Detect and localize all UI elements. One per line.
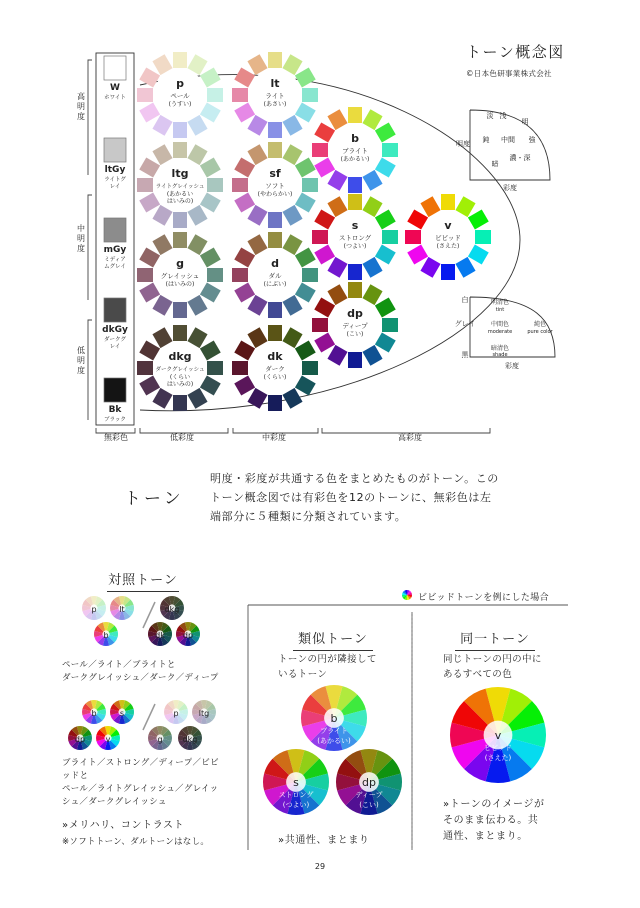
contrast-divider — [143, 704, 155, 730]
tone-code: p — [176, 77, 184, 90]
pie-code: dp — [182, 631, 194, 640]
inset-axis-h: 彩度 — [503, 184, 517, 192]
tone-reading: (やわらかい) — [257, 191, 293, 198]
inset-axis-h: 彩度 — [505, 362, 519, 370]
inset-label: 明 — [521, 118, 529, 126]
achromatic-name: ムグレイ — [104, 264, 126, 270]
caption-line: ペール／ライト／ブライトと — [62, 660, 176, 670]
achromatic-swatch — [104, 56, 126, 80]
inset-label: 暗 — [491, 160, 499, 168]
tone-wheel-s — [312, 194, 398, 280]
color-swatch — [405, 230, 421, 244]
color-swatch — [312, 318, 328, 332]
achromatic-name: ホワイト — [104, 95, 126, 101]
achromatic-code: dkGy — [102, 325, 128, 335]
color-swatch — [268, 395, 282, 411]
color-swatch — [232, 88, 248, 102]
pie-code: lt — [119, 605, 125, 614]
color-swatch — [268, 302, 282, 318]
tone-description-line: 端部分に５種類に分類されています。 — [210, 510, 407, 523]
color-swatch — [232, 178, 248, 192]
tone-name: ライトグレイッシュ — [155, 184, 205, 190]
color-swatch — [173, 52, 187, 68]
tone-name: ブライト — [342, 147, 368, 155]
axis-mid-chroma: 中彩度 — [262, 433, 286, 442]
pie-code: b — [330, 712, 338, 725]
axis-high-lightness: 高明度 — [77, 92, 85, 121]
tone-name: ダークグレイッシュ — [155, 367, 205, 373]
achromatic-swatch — [104, 218, 126, 242]
mini-dp2 — [68, 726, 92, 750]
contrast-note: ※ソフトトーン、ダルトーンはなし。 — [62, 837, 210, 847]
tone-reading: (さえた) — [436, 243, 460, 250]
achromatic-swatch — [104, 138, 126, 162]
pie-label: ビビッド — [484, 744, 512, 752]
achromatic-code: W — [110, 83, 120, 93]
same-v — [450, 687, 546, 783]
color-swatch — [312, 230, 328, 244]
inset-tint-en: tint — [495, 307, 505, 313]
same-body — [443, 652, 542, 682]
tone-code: d — [271, 257, 279, 270]
similar-b — [301, 685, 367, 751]
tone-wheel-ltg — [137, 142, 223, 228]
tone-heading: トーン — [124, 489, 184, 509]
inset-shape — [470, 110, 550, 180]
color-swatch — [137, 268, 153, 282]
color-swatch — [348, 264, 362, 280]
color-swatch — [137, 88, 153, 102]
pie-code: dp — [362, 776, 376, 789]
similar-s — [263, 749, 329, 815]
color-swatch — [312, 143, 328, 157]
tone-wheel-lt — [232, 52, 318, 138]
tone-wheel-dkg — [137, 325, 223, 411]
tone-code: dk — [267, 350, 283, 363]
inset-label: 濃・深 — [509, 154, 531, 162]
tone-name: ビビッド — [435, 234, 461, 242]
tone-name: ディープ — [342, 322, 368, 330]
mini-ltg2 — [192, 700, 216, 724]
achromatic-name: ミディア — [104, 257, 126, 263]
tone-code: lt — [270, 77, 280, 90]
contrast-caption-1 — [62, 659, 219, 685]
inset-label: 浅 — [499, 112, 507, 120]
mini-b2 — [82, 700, 106, 724]
color-swatch — [173, 395, 187, 411]
tone-reading: (にぶい) — [263, 281, 287, 288]
tone-reading: (うすい) — [168, 101, 192, 108]
pie-label: ディープ — [355, 791, 383, 799]
color-swatch — [268, 52, 282, 68]
tone-name: ソフト — [265, 182, 285, 190]
tone-reading: (あさい) — [263, 101, 287, 108]
caption-line: ダークグレイッシュ／ダーク／ディープ — [62, 673, 219, 683]
axis-low-lightness: 低明度 — [77, 346, 85, 375]
tone-wheel-d — [232, 232, 318, 318]
color-swatch — [137, 178, 153, 192]
mini-dkg2 — [178, 726, 202, 750]
color-swatch — [173, 122, 187, 138]
axis-low-chroma: 低彩度 — [170, 433, 194, 442]
tone-code: b — [351, 132, 359, 145]
color-swatch — [268, 212, 282, 228]
tone-description-line: 明度・彩度が共通する色をまとめたものがトーン。この — [210, 472, 499, 485]
pie-label: (つよい) — [282, 801, 310, 809]
color-swatch — [207, 178, 223, 192]
axis-achromatic: 無彩色 — [104, 433, 128, 442]
achromatic-name: レイ — [109, 344, 121, 350]
color-swatch — [173, 142, 187, 158]
pie-code: s — [293, 776, 299, 789]
similar-body — [278, 652, 377, 682]
inset-label: 淡 — [486, 112, 494, 120]
achromatic-code: mGy — [103, 245, 127, 255]
mini-v2 — [96, 726, 120, 750]
caption-line: ペール／ライトグレイッシュ／グレイッ — [62, 784, 219, 794]
mini-p — [82, 596, 106, 620]
pie-code: dkg — [164, 605, 180, 614]
mini-dp — [176, 622, 200, 646]
contrast-heading: 対照トーン — [107, 569, 179, 592]
color-swatch — [232, 268, 248, 282]
color-swatch — [382, 143, 398, 157]
color-swatch — [173, 232, 187, 248]
color-swatch — [348, 177, 362, 193]
mini-lt — [110, 596, 134, 620]
color-swatch — [302, 88, 318, 102]
achromatic-swatch — [104, 298, 126, 322]
tone-reading: (あかるい) — [340, 156, 370, 163]
tone-reading: (あかるい — [166, 191, 194, 198]
pie-label: (さえた) — [484, 754, 512, 762]
color-swatch — [302, 268, 318, 282]
color-swatch — [268, 142, 282, 158]
tone-reading: (くらい) — [263, 374, 287, 381]
contrast-merit: »メリハリ、コントラスト — [62, 820, 185, 831]
mini-dkg — [160, 596, 184, 620]
achromatic-dkGy — [102, 298, 128, 350]
example-note: ビビッドトーンを例にした場合 — [418, 593, 550, 603]
color-swatch — [475, 230, 491, 244]
inset-axis-v: 明度 — [456, 140, 470, 148]
same-result-line: »トーンのイメージが — [443, 799, 545, 810]
color-wheel-icon — [402, 590, 412, 600]
inset-shade-en: shade — [492, 352, 508, 358]
tone-description — [210, 469, 499, 526]
achromatic-mGy — [104, 218, 127, 270]
diagram-title: トーン概念図 — [466, 43, 565, 61]
same-result-line: 通性、まとまり。 — [443, 831, 528, 842]
pie-code: ltg — [198, 709, 210, 718]
contrast-divider — [143, 602, 155, 628]
caption-line: シュ／ダークグレイッシュ — [62, 797, 167, 807]
tone-reading: (つよい) — [343, 243, 367, 250]
achromatic-Bk — [104, 378, 126, 423]
achromatic-code: ltGy — [104, 165, 126, 175]
axis-mid-lightness: 中明度 — [77, 224, 85, 253]
same-body-line: 同じトーンの円の中に — [443, 654, 542, 665]
color-swatch — [441, 194, 455, 210]
tone-name: ペール — [170, 92, 190, 100]
similar-dp — [336, 749, 402, 815]
mini-dk — [148, 622, 172, 646]
tone-name: ライト — [265, 92, 285, 100]
mini-s2 — [110, 700, 134, 724]
inset-label: 強 — [528, 136, 536, 144]
pie-code: v — [105, 735, 111, 744]
tone-name: グレイッシュ — [160, 272, 200, 280]
tone-wheel-dk — [232, 325, 318, 411]
inset-gray: グレイ — [454, 320, 476, 328]
tone-wheel-g — [137, 232, 223, 318]
inset-shade: 暗清色 — [490, 345, 510, 352]
inset-pure: 純色 — [533, 321, 547, 328]
tone-reading: はいみの) — [166, 198, 194, 205]
inset-pure-en: pure color — [527, 329, 553, 335]
color-swatch — [348, 352, 362, 368]
color-swatch — [137, 361, 153, 375]
pie-code: s — [119, 709, 125, 718]
caption-line: ッドと — [62, 771, 89, 781]
same-result-line: そのまま伝わる。共 — [443, 815, 539, 826]
color-swatch — [207, 268, 223, 282]
similar-heading: 類似トーン — [293, 628, 373, 651]
achromatic-swatch — [104, 378, 126, 402]
color-swatch — [382, 230, 398, 244]
color-swatch — [173, 325, 187, 341]
same-result — [443, 797, 545, 845]
tone-reading: (はいみの) — [165, 281, 195, 288]
tone-code: ltg — [171, 167, 189, 180]
pie-code: g — [157, 735, 163, 744]
contrast-caption-2 — [62, 757, 219, 809]
achromatic-W — [104, 56, 126, 101]
color-swatch — [232, 361, 248, 375]
pie-code: b — [103, 631, 109, 640]
achromatic-name: ダークグ — [103, 337, 127, 343]
chroma-bracket — [96, 428, 490, 433]
pie-code: b — [91, 709, 97, 718]
achromatic-code: Bk — [108, 405, 122, 415]
tone-wheel-p — [137, 52, 223, 138]
pie-code: p — [91, 605, 97, 614]
tone-reading: はいみの) — [166, 381, 194, 388]
tone-code: dp — [347, 307, 363, 320]
tone-description-line: トーン概念図では有彩色を12のトーンに、無彩色は左 — [210, 491, 492, 504]
inset-tone-direction — [456, 110, 550, 192]
tone-wheel-sf — [232, 142, 318, 228]
tone-wheel-v — [405, 194, 491, 280]
tone-wheel-b — [312, 107, 398, 193]
similar-body-line: いるトーン — [278, 669, 328, 680]
pie-code: dp — [74, 735, 86, 744]
color-swatch — [302, 361, 318, 375]
similar-result: »共通性、まとまり — [278, 835, 370, 846]
same-body-line: あるすべての色 — [443, 669, 513, 680]
tone-name: ストロング — [338, 234, 372, 242]
mini-p2 — [164, 700, 188, 724]
color-swatch — [348, 107, 362, 123]
color-swatch — [207, 361, 223, 375]
tone-reading: (くらい — [169, 374, 191, 381]
copyright: ©日本色研事業株式会社 — [466, 69, 552, 78]
inset-moderate: 中間色 — [490, 321, 510, 328]
pie-code: v — [494, 729, 502, 742]
achromatic-ltGy — [104, 138, 126, 190]
tone-name: ダル — [268, 272, 282, 280]
color-swatch — [302, 178, 318, 192]
inset-tint: 明清色 — [490, 299, 510, 306]
same-heading: 同一トーン — [455, 628, 535, 651]
color-swatch — [441, 264, 455, 280]
inset-white: 白 — [461, 296, 469, 304]
inset-label: 鈍 — [482, 136, 490, 144]
color-swatch — [348, 194, 362, 210]
tone-code: sf — [269, 167, 281, 180]
color-swatch — [268, 325, 282, 341]
color-swatch — [173, 302, 187, 318]
pie-code: p — [173, 709, 179, 718]
tone-wheel-dp — [312, 282, 398, 368]
axis-high-chroma: 高彩度 — [398, 433, 422, 442]
inset-black: 黒 — [461, 351, 469, 359]
color-swatch — [382, 318, 398, 332]
color-swatch — [268, 122, 282, 138]
color-swatch — [348, 282, 362, 298]
achromatic-name: ライトグ — [104, 177, 126, 183]
inset-moderate-en: moderate — [487, 329, 513, 335]
page-number: 29 — [314, 862, 326, 871]
tone-code: g — [176, 257, 184, 270]
tone-reading: (こい) — [346, 331, 364, 338]
pie-label: (こい) — [359, 801, 379, 809]
color-swatch — [207, 88, 223, 102]
color-swatch — [173, 212, 187, 228]
similar-body-line: トーンの円が隣接して — [278, 654, 377, 665]
tone-name: ダーク — [265, 365, 285, 373]
caption-line: ブライト／ストロング／ディープ／ビビ — [62, 758, 219, 768]
achromatic-name: ブラック — [104, 417, 126, 423]
tone-code: dkg — [168, 350, 192, 363]
tone-code: s — [351, 219, 359, 232]
color-swatch — [268, 232, 282, 248]
lightness-bracket — [88, 60, 92, 420]
mini-g2 — [148, 726, 172, 750]
pie-label: ストロング — [278, 791, 314, 799]
mini-b — [94, 622, 118, 646]
inset-label: 中間 — [501, 136, 515, 144]
pie-label: ブライト — [320, 727, 348, 735]
pie-label: (あかるい) — [317, 737, 351, 745]
tone-code: v — [444, 219, 452, 232]
pie-code: dk — [155, 631, 165, 640]
inset-color-class — [455, 295, 555, 370]
achromatic-name: レイ — [109, 184, 121, 190]
pie-code: dkg — [182, 735, 198, 744]
